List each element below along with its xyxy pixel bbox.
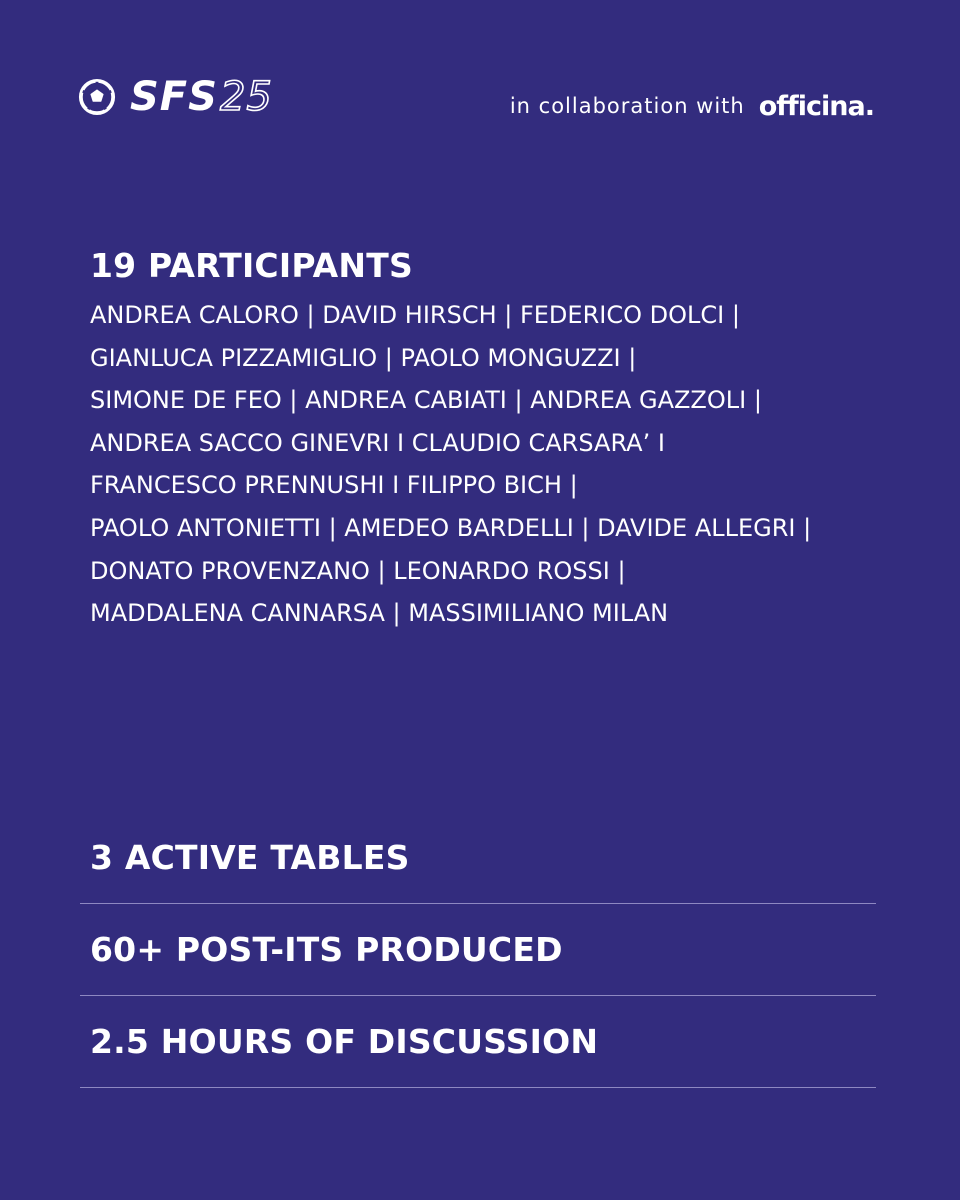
brand-logo [130,74,273,120]
stat-label: 2.5 HOURS OF DISCUSSION [90,1022,599,1061]
soccer-ball-icon [78,78,116,116]
collaboration-credit [510,86,874,126]
stat-label: 60+ POST-ITS PRODUCED [90,930,563,969]
participants-line: ANDREA SACCO GINEVRI I CLAUDIO CARSARA’ I [90,428,665,457]
collaboration-text: in collaboration with [509,94,745,118]
brand-lockup [78,74,273,120]
partner-logo: officina. [758,90,874,122]
stats-list [80,812,876,1088]
participants-line: MADDALENA CANNARSA | MASSIMILIANO MILAN [90,599,669,628]
participants-heading: 19 PARTICIPANTS [90,246,413,285]
participants-section [90,246,880,635]
stat-label: 3 ACTIVE TABLES [90,838,410,877]
brand-logo-solid: SFS [130,74,218,120]
brand-logo-outline: 25 [219,74,273,120]
participants-line: DONATO PROVENZANO | LEONARDO ROSSI | [90,556,626,585]
participants-line: GIANLUCA PIZZAMIGLIO | PAOLO MONGUZZI | [90,343,637,372]
stat-row-discussion-hours [80,996,876,1088]
stat-row-active-tables [80,812,876,904]
participants-line: FRANCESCO PRENNUSHI I FILIPPO BICH | [90,471,578,500]
participants-line: SIMONE DE FEO | ANDREA CABIATI | ANDREA GAZZOLI | [90,386,762,415]
participants-line: ANDREA CALORO | DAVID HIRSCH | FEDERICO DOLCI | [90,301,740,329]
participants-list [90,294,880,635]
stat-row-post-its [80,904,876,996]
participants-line: PAOLO ANTONIETTI | AMEDEO BARDELLI | DAVIDE ALLEGRI | [90,513,812,542]
